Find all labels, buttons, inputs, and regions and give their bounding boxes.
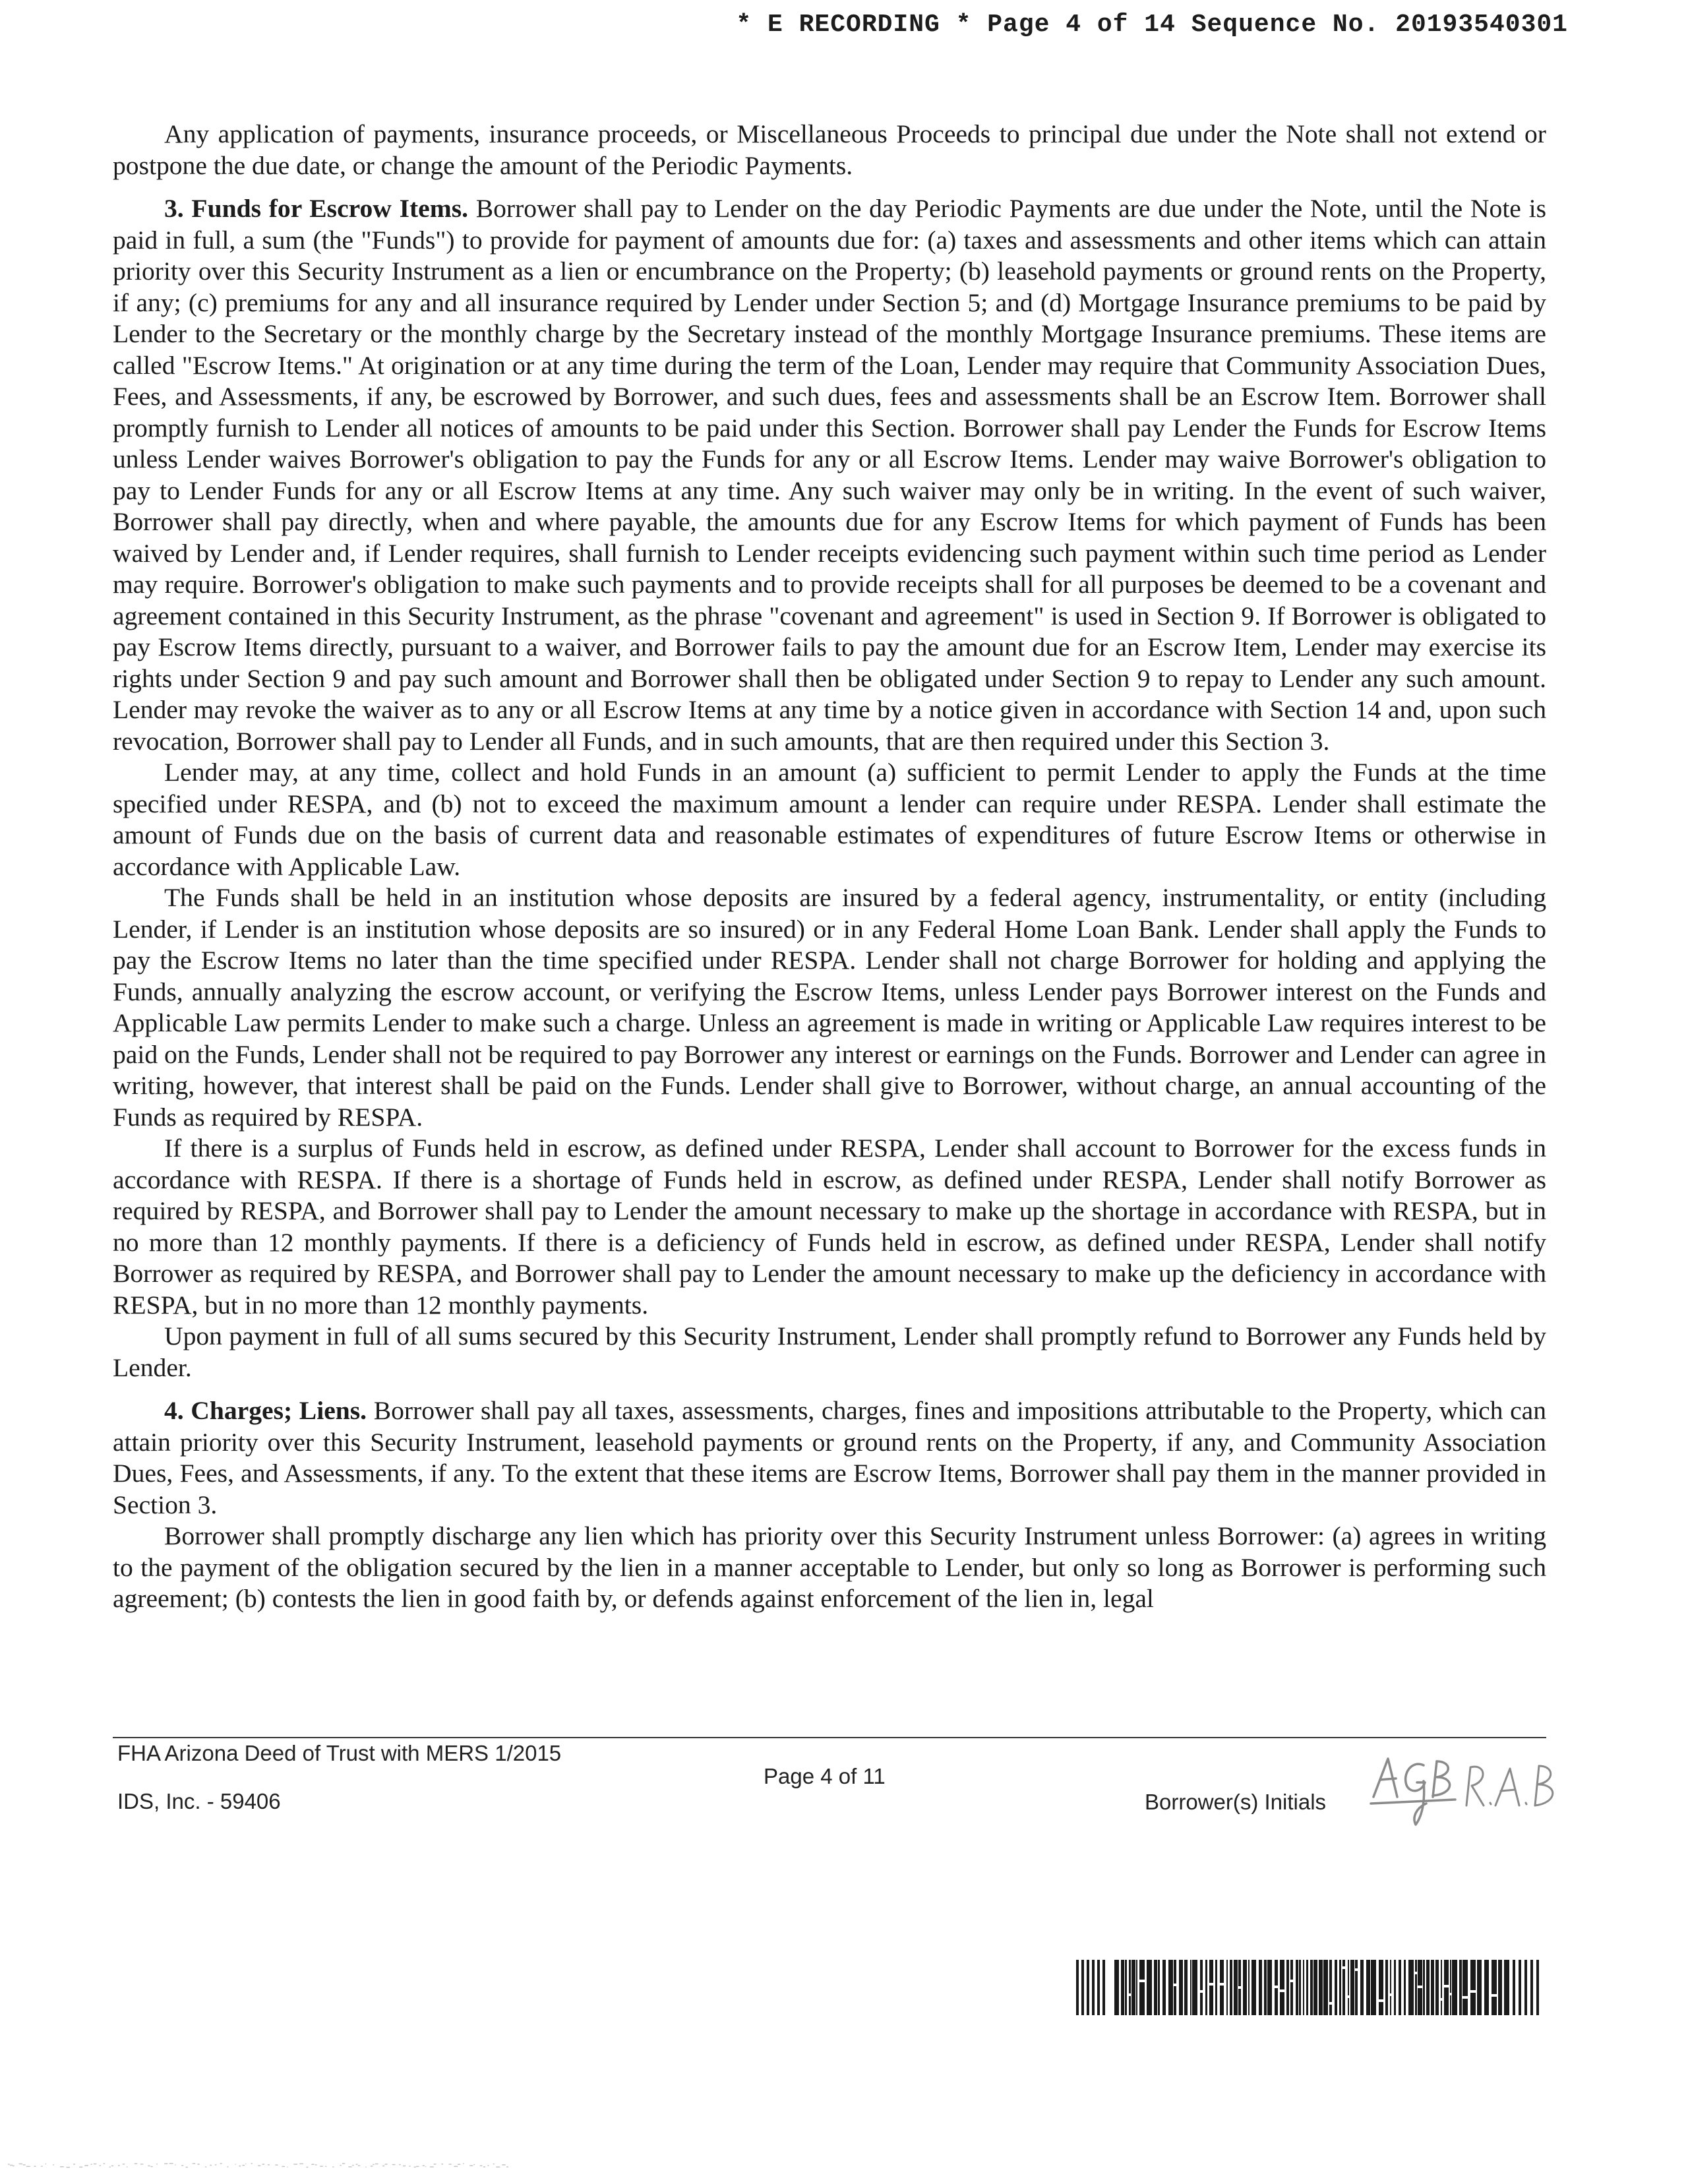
barcode-bar xyxy=(1102,1960,1105,2015)
barcode-bar xyxy=(1114,1960,1119,2015)
barcode-bar xyxy=(1209,1986,1213,2015)
barcode-bar xyxy=(1399,1960,1401,2015)
scan-speck xyxy=(332,2166,334,2168)
scan-speck xyxy=(186,2167,188,2168)
barcode-bar xyxy=(1385,1960,1388,2015)
scan-speck xyxy=(430,2166,434,2168)
barcode-bar xyxy=(1492,1997,1497,2015)
barcode-bar xyxy=(1423,1960,1425,2015)
barcode-bar xyxy=(1323,1960,1328,2015)
barcode-bar xyxy=(1209,1960,1213,1983)
document-body xyxy=(113,119,1546,1615)
scan-speck xyxy=(13,2166,15,2167)
scan-speck xyxy=(352,2165,353,2166)
scan-speck xyxy=(156,2164,158,2165)
scan-speck xyxy=(205,2166,206,2168)
scan-speck xyxy=(392,2164,396,2166)
barcode-bar xyxy=(1174,1986,1176,2015)
barcode-bar xyxy=(1092,1960,1095,2015)
scan-speck xyxy=(198,2164,200,2165)
scan-speck xyxy=(275,2164,278,2166)
barcode-bar xyxy=(1355,1960,1358,1968)
barcode-bar xyxy=(1524,1960,1527,2015)
scan-speck xyxy=(434,2164,437,2165)
barcode-bar xyxy=(1162,1960,1166,2015)
barcode-bar xyxy=(1519,1960,1521,2015)
scan-speck xyxy=(193,2163,196,2164)
scan-speck xyxy=(356,2164,358,2166)
barcode-bar xyxy=(1313,1960,1317,2015)
vendor-id: IDS, Inc. - 59406 xyxy=(117,1789,281,1813)
barcode-bar xyxy=(1441,2001,1442,2015)
barcode-bar xyxy=(1275,1960,1278,1986)
scan-speck xyxy=(287,2167,288,2168)
scan-speck xyxy=(109,2167,111,2168)
scan-speck xyxy=(506,2166,508,2168)
barcode-bar xyxy=(1450,1995,1451,2015)
barcode-bar xyxy=(1450,1960,1451,1993)
barcode-bar xyxy=(1444,1987,1449,2015)
scan-speck xyxy=(67,2167,70,2168)
document-barcode xyxy=(1076,1960,1544,2015)
barcode-bar xyxy=(1184,1960,1188,2015)
barcode-bar xyxy=(1205,1960,1207,2015)
scan-speck xyxy=(34,2166,36,2168)
barcode-bar xyxy=(1286,1960,1289,2015)
barcode-bar xyxy=(1087,1960,1089,2015)
barcode-bar xyxy=(1290,1960,1293,1980)
barcode-bar xyxy=(1296,1960,1298,2015)
scan-speck xyxy=(473,2164,475,2166)
barcode-bar xyxy=(1498,1960,1502,2015)
scan-speck xyxy=(45,2164,46,2165)
barcode-bar xyxy=(1248,1960,1250,2015)
scan-speck xyxy=(375,2164,378,2165)
scan-speck xyxy=(164,2164,167,2165)
barcode-bar xyxy=(1215,1960,1217,2015)
scan-speck xyxy=(258,2166,260,2167)
barcode-bar xyxy=(1360,1960,1364,2015)
scan-speck xyxy=(140,2164,143,2165)
scan-speck xyxy=(251,2163,253,2164)
section-4-text: Borrower shall pay all taxes, assessments, charges, fines and impositions attributable to the Property, which can attain priority over this Security Instrument, leasehold payments or ground rents on the Property, if any, and Community Association Dues, Fees, and Assessments, if any. To the extent that these items are Escrow Items, Borrower shall pay them in the manner provided in Section 3. xyxy=(113,1396,1546,1519)
barcode-bar xyxy=(1404,1960,1406,2015)
form-name: FHA Arizona Deed of Trust with MERS 1/2015 xyxy=(117,1741,562,1765)
barcode-bar xyxy=(1329,1960,1332,2002)
barcode-bar xyxy=(1174,1960,1176,1984)
barcode-bar xyxy=(1444,1960,1449,1985)
barcode-bar xyxy=(1192,1960,1197,2015)
scan-speck xyxy=(441,2164,443,2165)
scan-artifact-line xyxy=(8,2160,509,2169)
barcode-bar xyxy=(1238,1960,1241,1986)
barcode-bar xyxy=(1264,1960,1267,2015)
scan-speck xyxy=(480,2166,483,2167)
barcode-bar xyxy=(1139,1960,1145,1980)
barcode-bar xyxy=(1379,1960,1383,1999)
barcode-bar xyxy=(1131,1960,1135,2015)
barcode-bar xyxy=(1348,1998,1349,2015)
barcode-bar xyxy=(1234,1960,1238,2015)
barcode-bar xyxy=(1158,1960,1160,2015)
borrower-initials-signature-1 xyxy=(1368,1751,1461,1830)
page-number: Page 4 of 11 xyxy=(764,1764,886,1788)
barcode-bar xyxy=(1129,1996,1131,2015)
scan-speck xyxy=(94,2164,97,2165)
barcode-bar xyxy=(1477,1960,1482,2015)
scan-speck xyxy=(425,2166,426,2168)
section-4-paragraph xyxy=(113,1395,1546,1521)
barcode-bar xyxy=(1154,1960,1157,2015)
barcode-bar xyxy=(1230,1960,1232,2015)
barcode-bar xyxy=(1226,1960,1228,2015)
scan-speck xyxy=(293,2164,297,2165)
scan-speck xyxy=(245,2164,246,2165)
scan-speck xyxy=(469,2166,473,2167)
barcode-bar xyxy=(1306,1960,1308,2015)
scan-speck xyxy=(227,2166,229,2168)
barcode-bar xyxy=(1303,1960,1304,2015)
scan-speck xyxy=(262,2164,265,2165)
scan-speck xyxy=(169,2163,173,2164)
scan-speck xyxy=(215,2164,216,2166)
scan-speck xyxy=(463,2163,464,2164)
barcode-bar xyxy=(1390,1960,1391,1993)
barcode-bar xyxy=(1220,1986,1224,2015)
scan-speck xyxy=(268,2164,270,2166)
barcode-bar xyxy=(1342,1960,1345,1966)
scan-speck xyxy=(220,2163,222,2164)
barcode-bar xyxy=(1492,1960,1497,1994)
barcode-bar xyxy=(1220,1960,1224,1983)
footer-divider xyxy=(113,1737,1546,1738)
barcode-bar xyxy=(1441,1960,1442,1998)
scan-speck xyxy=(243,2165,245,2166)
barcode-bar xyxy=(1136,1960,1137,2015)
barcode-bar xyxy=(1470,1993,1476,2015)
scan-speck xyxy=(315,2164,317,2166)
section-3-text: Borrower shall pay to Lender on the day Periodic Payments are due under the Note, until the Note is paid in full, a sum (the "Funds") to provide for payment of amounts due for: (a) taxes and assessments and other items which can attain priority over this Security Instrument as a lien or encumbrance on the Property; (b) leasehold payments or ground rents on the Property, if any; (c) premiums for any and all insurance required by Lender under Section 5; and (d) Mortgage Insurance premiums to be paid by Lender to the Secretary or the monthly charge by the Secretary instead of the monthly Mortgage Insurance premiums. These items are called "Escrow Items." At origination or at any time during the term of the Loan, Lender may require that Community Association Dues, Fees, and Assessments, if any, be escrowed by Borrower, and such dues, fees and assessments shall be an Escrow Item. Borrower shall promptly furnish to Lender all notices of amounts to be paid under this Section. Borrower shall pay Lender the Funds for Escrow Items unless Lender waives Borrower's obligation to pay the Funds for any or all Escrow Items. Lender may waive Borrower's obligation to pay to Lender Funds for any or all Escrow Items at any time. Any such waiver may only be in writing. In the event of such waiver, Borrower shall pay directly, when and where payable, the amounts due for any Escrow Items for which payment of Funds has been waived by Lender and, if Lender requires, shall furnish to Lender receipts evidencing such payment within such time period as Lender may require. Borrower's obligation to make such payments and to provide receipts shall for all purposes be deemed to be a covenant and agreement contained in this Security Instrument, as the phrase "covenant and agreement" is used in Section 9. If Borrower is obligated to pay Escrow Items directly, pursuant to a waiver, and Borrower fails to pay the amount due for an Escrow Item, Lender may exercise its rights under Section 9 and pay such amount and Borrower shall then be obligated under Section 9 to repay to Lender any such amount. Lender may revoke the waiver as to any or all Escrow Items at any time by a notice given in accordance with Section 14 and, upon such revocation, Borrower shall pay to Lender all Funds, and in such amounts, that are then required under this Section 3. xyxy=(113,194,1546,756)
barcode-bar xyxy=(1513,1960,1515,2015)
scan-speck xyxy=(235,2164,236,2166)
barcode-bar xyxy=(1348,1960,1349,1995)
barcode-bar xyxy=(1310,1960,1313,2015)
scan-speck xyxy=(8,2164,10,2165)
scan-speck xyxy=(41,2166,42,2167)
barcode-bar xyxy=(1504,1960,1509,2015)
barcode-bar xyxy=(1290,1982,1293,2015)
scan-speck xyxy=(458,2164,460,2166)
section-3-paragraph-2: Lender may, at any time, collect and hold Funds in an amount (a) sufficient to permit Lender to apply the Funds at the time specified under RESPA, and (b) not to exceed the maximum amount a lender can require under RESPA. Lender shall estimate the amount of Funds due on the basis of current data and reasonable estimates of expenditures of future Escrow Items or otherwise in accordance with Applicable Law. xyxy=(113,758,1546,881)
scan-speck xyxy=(91,2164,92,2166)
scan-speck xyxy=(348,2166,351,2168)
barcode-bar xyxy=(1371,1960,1376,2015)
barcode-bar xyxy=(1342,1969,1345,2015)
barcode-bar xyxy=(1426,1960,1430,2015)
barcode-bar xyxy=(1129,1960,1131,1993)
section-4-paragraph-2: Borrower shall promptly discharge any lien which has priority over this Security Instrument unless Borrower: (a) agrees in writing to the payment of the obligation secured by the lien in a manner acceptable to Lender, but only so long as Borrower is performing such agreement; (b) contests the lien in good faith by, or defends against enforcement of the lien in, legal xyxy=(113,1521,1546,1613)
barcode-bar xyxy=(1179,1960,1183,2015)
barcode-bar xyxy=(1076,1960,1079,2015)
barcode-bar xyxy=(1435,1960,1439,2015)
barcode-bar xyxy=(1267,1960,1272,2015)
scan-speck xyxy=(340,2165,342,2166)
scan-speck xyxy=(10,2165,13,2166)
scan-speck xyxy=(150,2166,152,2168)
barcode-bar xyxy=(1536,1960,1539,2015)
scan-speck xyxy=(23,2164,26,2166)
scan-speck xyxy=(449,2164,452,2165)
scan-speck xyxy=(60,2166,64,2168)
initials-label: Borrower(s) Initials xyxy=(1145,1790,1327,1814)
scan-speck xyxy=(148,2166,150,2167)
scan-speck xyxy=(282,2166,285,2168)
barcode-bar xyxy=(1355,1971,1358,2015)
scan-speck xyxy=(111,2166,113,2167)
barcode-bar xyxy=(1415,1974,1417,2015)
barcode-bar xyxy=(1350,1960,1354,2015)
scan-speck xyxy=(373,2164,374,2166)
scan-speck xyxy=(73,2164,75,2165)
barcode-bar xyxy=(1238,1989,1241,2015)
scan-speck xyxy=(502,2164,506,2166)
barcode-bar xyxy=(1168,1960,1173,2015)
barcode-bar xyxy=(1408,1960,1414,2015)
barcode-bar xyxy=(1379,2002,1383,2015)
barcode-bar xyxy=(1394,1960,1396,2015)
scan-speck xyxy=(123,2164,125,2165)
scan-speck xyxy=(454,2166,458,2168)
barcode-bar xyxy=(1431,1960,1434,2015)
scan-speck xyxy=(493,2164,495,2165)
barcode-bar xyxy=(1200,1993,1203,2015)
scan-speck xyxy=(19,2164,22,2165)
scan-speck xyxy=(365,2167,366,2168)
barcode-bar xyxy=(1452,1960,1457,2015)
barcode-bar xyxy=(1459,1960,1462,2015)
barcode-bar xyxy=(1251,1960,1256,2015)
scan-speck xyxy=(414,2167,416,2168)
barcode-bar xyxy=(1470,1960,1476,1990)
barcode-bar xyxy=(1147,1960,1152,2015)
scan-speck xyxy=(239,2166,241,2167)
scan-speck xyxy=(385,2164,388,2165)
barcode-bar xyxy=(1097,1960,1100,2015)
section-3-paragraph-4: If there is a surplus of Funds held in escrow, as defined under RESPA, Lender shall account to Borrower for the excess funds in accordance with RESPA. If there is a shortage of Funds held in escrow, as defined under RESPA, Lender shall notify Borrower as required by RESPA, and Borrower shall pay to Lender the amount necessary to make up the shortage in accordance with RESPA, but in no more than 12 monthly payments. If there is a deficiency of Funds held in escrow, as defined under RESPA, Lender shall notify Borrower as required by RESPA, and Borrower shall pay to Lender the amount necessary to make up the deficiency in accordance with RESPA, but in no more than 12 monthly payments. xyxy=(113,1134,1546,1320)
barcode-bar xyxy=(1366,1960,1370,2015)
barcode-bar xyxy=(1462,1960,1468,1996)
barcode-bar xyxy=(1530,1960,1533,2015)
section-3-paragraph xyxy=(113,193,1546,757)
barcode-bar xyxy=(1139,1982,1145,2015)
barcode-bar xyxy=(1484,1960,1489,2015)
scan-speck xyxy=(416,2166,419,2168)
barcode-bar xyxy=(1418,1960,1422,1986)
barcode-bar xyxy=(1415,1960,1417,1972)
barcode-bar xyxy=(1280,1960,1284,1989)
scan-speck xyxy=(100,2166,101,2167)
scan-speck xyxy=(181,2165,183,2166)
scan-speck xyxy=(26,2166,30,2168)
barcode-bar xyxy=(1190,1960,1191,2015)
scan-speck xyxy=(210,2165,212,2166)
section-3-heading: 3. Funds for Escrow Items. xyxy=(164,194,469,223)
section-3-paragraph-5: Upon payment in full of all sums secured by this Security Instrument, Lender shall promptly refund to Borrower any Funds held by Lender. xyxy=(113,1321,1546,1382)
barcode-bar xyxy=(1390,1996,1391,2015)
scan-speck xyxy=(403,2166,406,2167)
section-4-heading: 4. Charges; Liens. xyxy=(164,1396,367,1425)
scan-speck xyxy=(79,2167,82,2168)
barcode-bar xyxy=(1121,1960,1124,2015)
scan-speck xyxy=(299,2164,303,2165)
barcode-bar xyxy=(1125,1960,1127,2015)
scan-speck xyxy=(358,2166,360,2167)
barcode-bar xyxy=(1335,1960,1337,2015)
scan-speck xyxy=(382,2166,384,2167)
barcode-bar xyxy=(1200,1960,1203,1990)
section-3-paragraph-3: The Funds shall be held in an institution whose deposits are insured by a federal agency, instrumentality, or entity (including Lender, if Lender is an institution whose deposits are so insured) or in any Federal Home Loan Bank. Lender shall apply the Funds to pay the Escrow Items no later than the time specified under RESPA. Lender shall not charge Borrower for holding and applying the Funds, annually analyzing the escrow account, or verifying the Escrow Items, unless Lender pays Borrower interest on the Funds and Applicable Law permits Lender to make such a charge. Unless an agreement is made in writing or Applicable Law requires interest to be paid on the Funds, Lender shall not be required to pay Borrower any interest or earnings on the Funds. Borrower and Lender can agree in writing, however, that interest shall be paid on the Funds. Lender shall give to Borrower, without charge, an annual accounting of the Funds as required by RESPA. xyxy=(113,883,1546,1132)
borrower-initials-signature-2 xyxy=(1457,1759,1566,1815)
recording-header: * E RECORDING * Page 4 of 14 Sequence No. 20193540301 xyxy=(736,11,1568,39)
barcode-bar xyxy=(1299,1960,1301,2015)
barcode-bar xyxy=(1243,1960,1247,2015)
scan-speck xyxy=(496,2167,500,2168)
barcode-bar xyxy=(1081,1960,1084,2015)
barcode-bar xyxy=(1418,1988,1422,2015)
barcode-bar xyxy=(1280,1992,1284,2015)
scan-speck xyxy=(86,2165,88,2166)
scan-speck xyxy=(307,2167,309,2168)
scan-speck xyxy=(104,2163,106,2164)
paragraph-intro: Any application of payments, insurance proceeds, or Miscellaneous Proceeds to principal due under the Note shall not extend or postpone the due date, or change the amount of the Periodic Payments. xyxy=(113,119,1546,180)
barcode-bar xyxy=(1462,1999,1468,2015)
scan-speck xyxy=(409,2166,410,2167)
scan-speck xyxy=(488,2166,489,2167)
scan-speck xyxy=(399,2164,401,2166)
scan-speck xyxy=(53,2164,54,2166)
scan-speck xyxy=(311,2164,314,2166)
scan-speck xyxy=(371,2166,373,2167)
scan-speck xyxy=(135,2163,137,2164)
barcode-bar xyxy=(1319,1960,1323,2015)
scan-speck xyxy=(423,2166,425,2167)
scan-speck xyxy=(342,2163,345,2164)
scan-speck xyxy=(483,2166,485,2168)
barcode-bar xyxy=(1339,1960,1341,2015)
scan-speck xyxy=(320,2166,322,2167)
scan-speck xyxy=(325,2166,326,2168)
barcode-bar xyxy=(1259,1960,1262,2015)
barcode-bar xyxy=(1329,2005,1332,2015)
scan-speck xyxy=(118,2165,120,2166)
barcode-bar xyxy=(1275,1988,1278,2015)
